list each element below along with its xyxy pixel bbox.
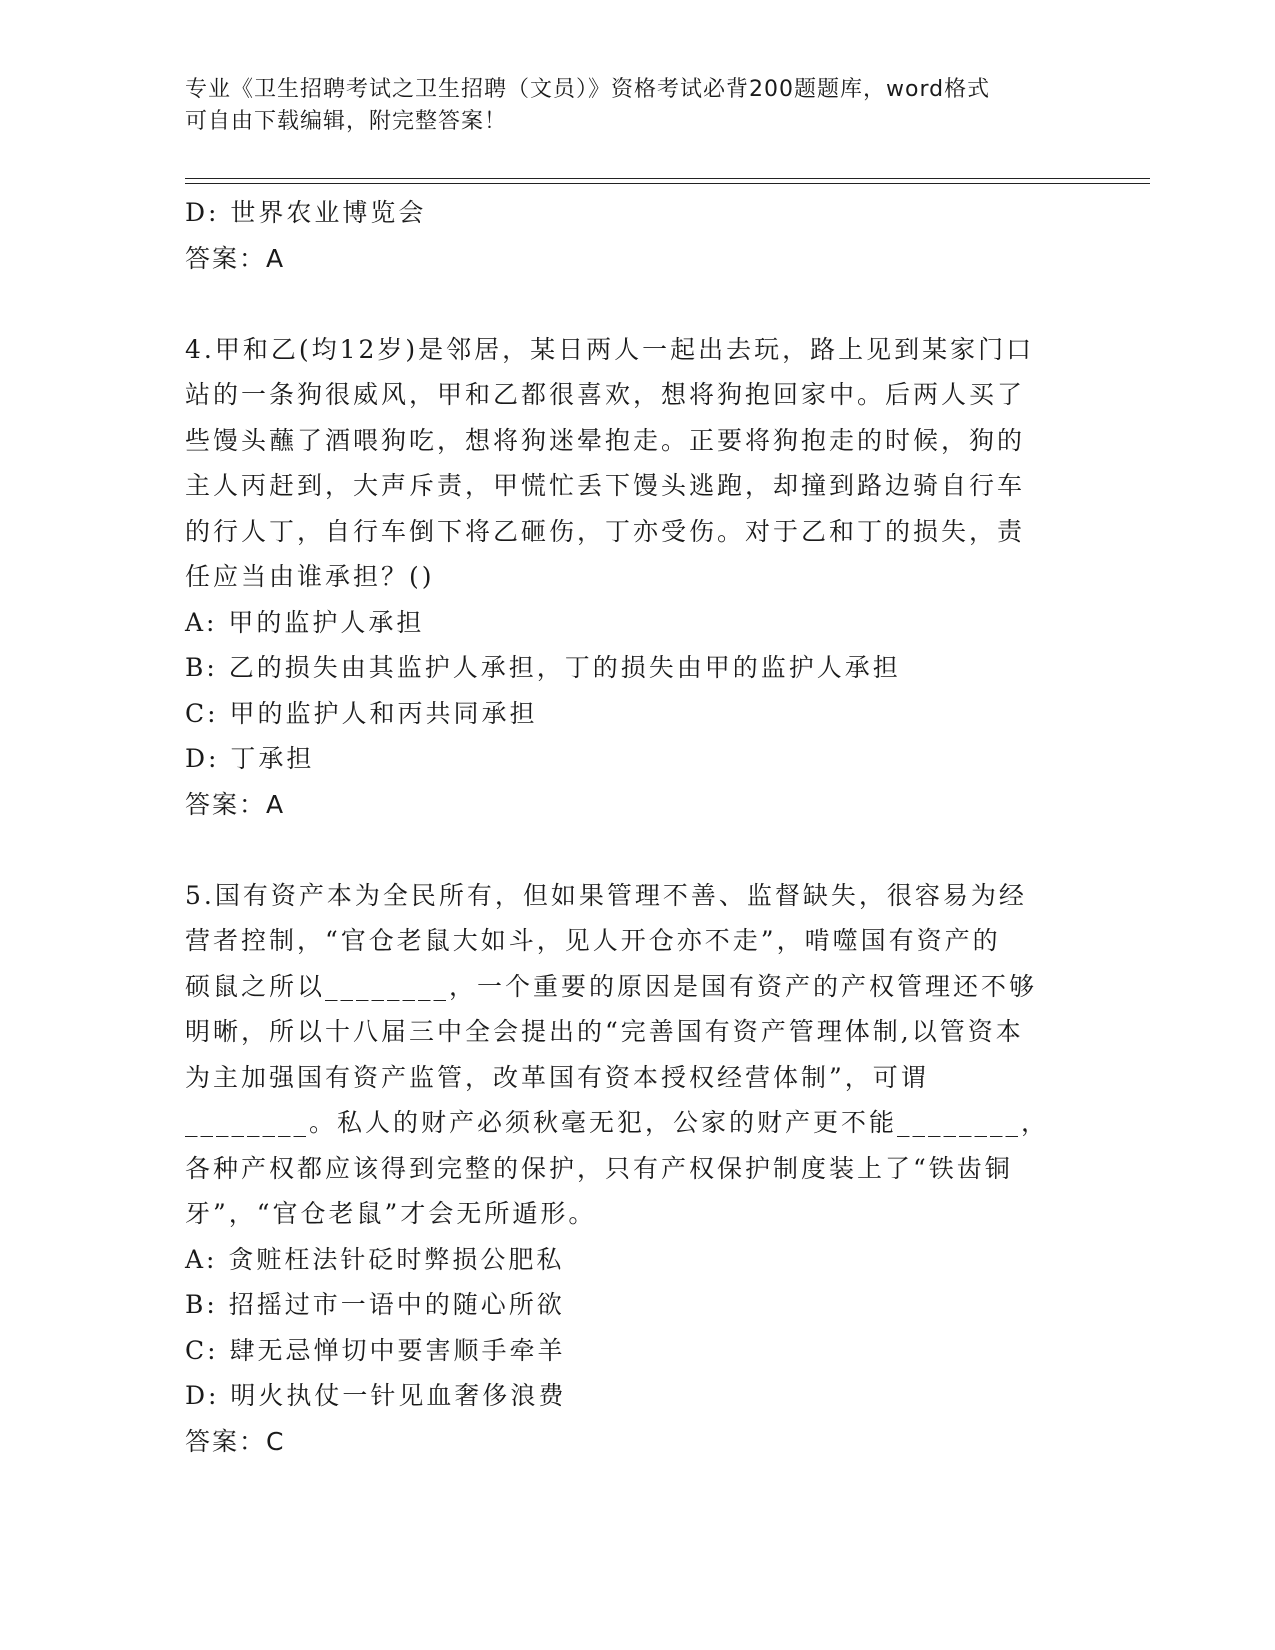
q4-stem-line: 些馒头蘸了酒喂狗吃，想将狗迷晕抱走。正要将狗抱走的时候，狗的: [185, 425, 1026, 455]
q4-answer: 答案：A: [185, 789, 286, 819]
q4-option-a: A: 甲的监护人承担: [185, 607, 425, 637]
q4-stem-line: 任应当由谁承担？(): [185, 562, 435, 591]
header-rule-top: [185, 178, 1150, 179]
prev-option-d: D: 世界农业博览会: [185, 198, 427, 227]
q5-stem-line: 各种产权都应该得到完整的保护，只有产权保护制度装上了“铁齿铜: [185, 1153, 1013, 1183]
q5-stem-line: 营者控制，“官仓老鼠大如斗，见人开仓亦不走”，啃噬国有资产的: [185, 926, 1001, 955]
q5-option-c: C: 肆无忌惮切中要害顺手牵羊: [185, 1335, 566, 1365]
header-line-2: 可自由下载编辑，附完整答案！: [185, 109, 508, 134]
q4-option-b: B: 乙的损失由其监护人承担，丁的损失由甲的监护人承担: [185, 653, 901, 682]
question-5: [185, 873, 1065, 1465]
question-4: [185, 327, 1065, 828]
q4-stem-line: 站的一条狗很威风，甲和乙都很喜欢，想将狗抱回家中。后两人买了: [185, 380, 1026, 409]
document-header: [185, 74, 1085, 138]
q5-stem-line: 明晰，所以十八届三中全会提出的“完善国有资产管理体制,以管资本: [185, 1017, 1024, 1046]
document-body: [185, 190, 1065, 1464]
q4-option-d: D: 丁承担: [185, 744, 315, 773]
header-rule-bottom: [185, 183, 1150, 184]
q4-stem-line: 4.甲和乙(均12岁)是邻居，某日两人一起出去玩，路上见到某家门口: [185, 334, 1035, 364]
prev-answer: 答案：A: [185, 243, 286, 273]
spacer: [185, 281, 1065, 327]
q5-stem-line: 硕鼠之所以________，一个重要的原因是国有资产的产权管理还不够: [185, 971, 1038, 1001]
spacer: [185, 827, 1065, 873]
q5-option-b: B: 招摇过市一语中的随心所欲: [185, 1290, 565, 1319]
header-line-1: 专业《卫生招聘考试之卫生招聘（文员）》资格考试必背200题题库，word格式: [185, 77, 991, 102]
q5-stem-line: 为主加强国有资产监管，改革国有资本授权经营体制”，可谓: [185, 1062, 929, 1092]
q5-option-d: D: 明火执仗一针见血奢侈浪费: [185, 1381, 567, 1410]
q4-option-c: C: 甲的监护人和丙共同承担: [185, 698, 538, 728]
q5-stem-line: 牙”，“官仓老鼠”才会无所遁形。: [185, 1199, 597, 1228]
q5-stem-line: ________。私人的财产必须秋毫无犯，公家的财产更不能________，: [185, 1108, 1050, 1137]
q4-stem-line: 的行人丁，自行车倒下将乙砸伤，丁亦受伤。对于乙和丁的损失，责: [185, 516, 1026, 546]
q4-stem-line: 主人丙赶到，大声斥责，甲慌忙丢下馒头逃跑，却撞到路边骑自行车: [185, 471, 1026, 500]
q5-option-a: A: 贪赃枉法针砭时弊损公肥私: [185, 1244, 565, 1274]
q5-stem-line: 5.国有资产本为全民所有，但如果管理不善、监督缺失，很容易为经: [185, 880, 1027, 910]
q5-answer: 答案：C: [185, 1426, 286, 1456]
